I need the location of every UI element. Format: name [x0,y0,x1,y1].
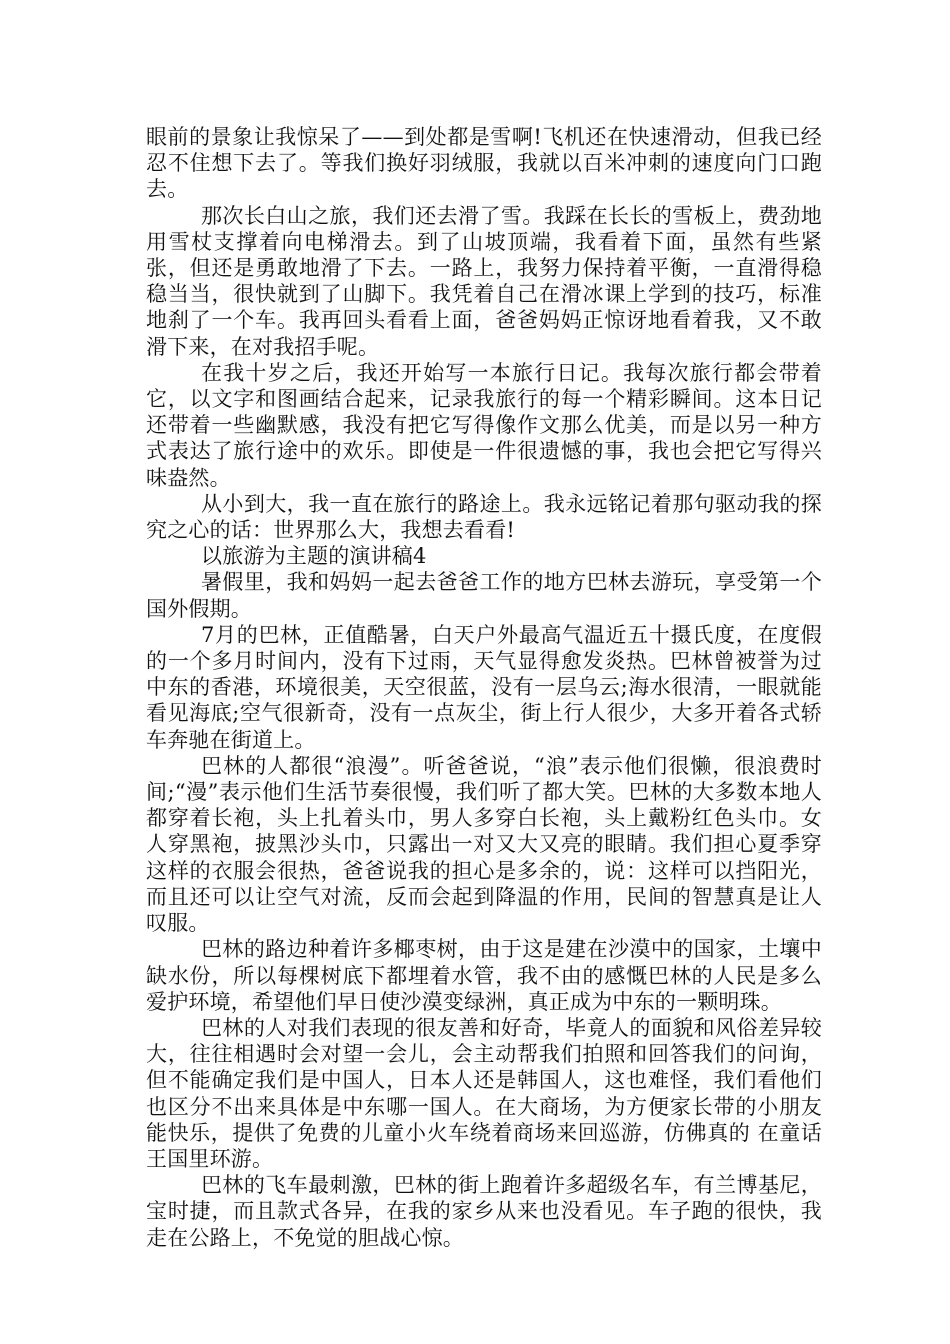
paragraph: 那次长白山之旅，我们还去滑了雪。我踩在长长的雪板上，费劲地用雪杖支撑着向电梯滑去。到了山坡顶端，我看着下面，虽然有些紧张，但还是勇敢地滑了下去。一路上，我努力保持着平衡，一直滑得稳稳当当，很快就到了山脚下。我凭着自己在滑冰课上学到的技巧，标准地刹了一个车。我再回头看看上面，爸爸妈妈正惊讶地看着我，又不敢滑下来，在对我招手呢。 [146,203,822,359]
section-heading: 以旅游为主题的演讲稿4 [201,544,427,569]
paragraph: 巴林的人都很“浪漫”。听爸爸说，“浪”表示他们很懒，很浪费时间;“漫”表示他们生活节奏很慢，我们听了都大笑。巴林的大多数本地人都穿着长袍，头上扎着头巾，男人多穿白长袍，头上戴粉红色头巾。女人穿黑袍，披黑沙头巾，只露出一对又大又亮的眼睛。我们担心夏季穿这样的衣服会很热，爸爸说我的担心是多余的，说：这样可以挡阳光，而且还可以让空气对流，反而会起到降温的作用，民间的智慧真是让人叹服。 [146,753,822,936]
paragraph: 在我十岁之后，我还开始写一本旅行日记。我每次旅行都会带着它，以文字和图画结合起来，记录我旅行的每一个精彩瞬间。这本日记还带着一些幽默感，我没有把它写得像作文那么优美，而是以另一种方式表达了旅行途中的欢乐。即使是一件很遗憾的事，我也会把它写得兴味盎然。 [146,360,822,490]
document-body [146,124,822,1251]
paragraph: 从小到大，我一直在旅行的路途上。我永远铭记着那句驱动我的探究之心的话：世界那么大，我想去看看! [146,491,822,543]
paragraph: 暑假里，我和妈妈一起去爸爸工作的地方巴林去游玩，享受第一个国外假期。 [146,570,822,621]
paragraph: 巴林的飞车最刺激，巴林的街上跑着许多超级名车，有兰博基尼，宝时捷，而且款式各异，在我的家乡从来也没看见。车子跑的很快，我走在公路上，不免觉的胆战心惊。 [146,1173,822,1250]
paragraph: 7月的巴林，正值酷暑，白天户外最高气温近五十摄氏度，在度假的一个多月时间内，没有下过雨，天气显得愈发炎热。巴林曾被誉为过中东的香港，环境很美，天空很蓝，没有一层乌云;海水很清，一眼就能看见海底;空气很新奇，没有一点灰尘，街上行人很少，大多开着各式轿车奔驰在街道上。 [146,622,822,752]
paragraph: 巴林的人对我们表现的很友善和好奇，毕竟人的面貌和风俗差异较大，往往相遇时会对望一会儿，会主动帮我们拍照和回答我们的问询，但不能确定我们是中国人，日本人还是韩国人，这也难怪，我们看他们也区分不出来具体是中东哪一国人。在大商场，为方便家长带的小朋友能快乐，提供了免费的儿童小火车绕着商场来回巡游，仿佛真的 在童话王国里环游。 [146,1015,822,1171]
paragraph: 巴林的路边种着许多椰枣树，由于这是建在沙漠中的国家，土壤中缺水份，所以每棵树底下都埋着水管，我不由的感慨巴林的人民是多么爱护环境，希望他们早日使沙漠变绿洲，真正成为中东的一颗明珠。 [146,937,822,1014]
paragraph-continued: 眼前的景象让我惊呆了——到处都是雪啊!飞机还在快速滑动，但我已经忍不住想下去了。等我们换好羽绒服，我就以百米冲刺的速度向门口跑去。 [146,125,822,202]
